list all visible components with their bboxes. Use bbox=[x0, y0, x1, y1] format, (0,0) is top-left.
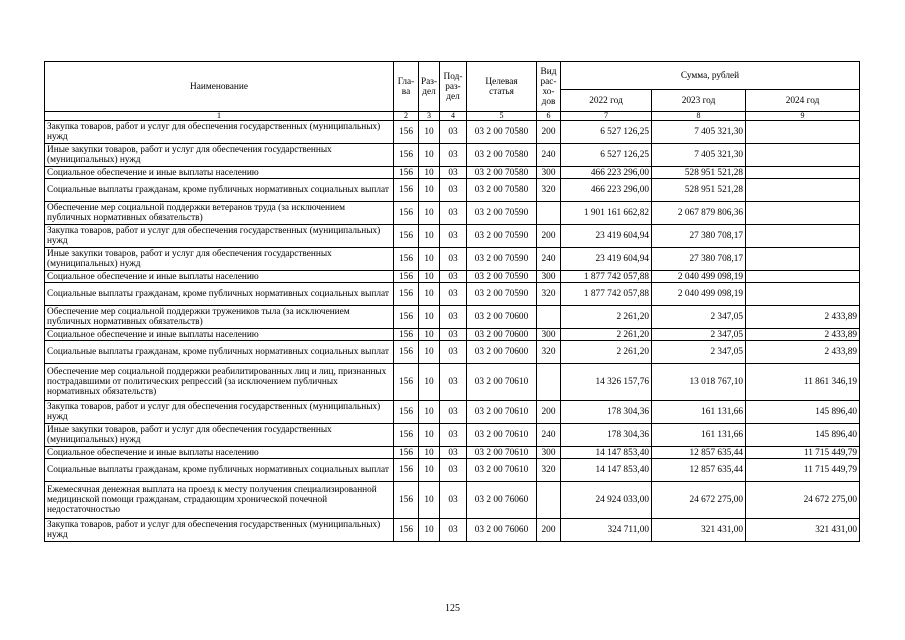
row-vid: 200 bbox=[537, 121, 561, 144]
row-razdel: 10 bbox=[419, 167, 440, 179]
row-amount-2022: 23 419 604,94 bbox=[561, 225, 652, 248]
row-name: Социальное обеспечение и иные выплаты населению bbox=[45, 167, 394, 179]
row-target: 03 2 00 70590 bbox=[467, 271, 537, 283]
table-row bbox=[45, 306, 860, 329]
column-number: 5 bbox=[467, 112, 537, 121]
row-glava: 156 bbox=[394, 202, 419, 225]
row-name: Закупка товаров, работ и услуг для обеспечения государственных (муниципальных) нужд bbox=[45, 401, 394, 424]
row-amount-2024: 321 431,00 bbox=[746, 519, 860, 542]
row-razdel: 10 bbox=[419, 202, 440, 225]
row-amount-2022: 2 261,20 bbox=[561, 329, 652, 341]
table-row bbox=[45, 248, 860, 271]
row-amount-2024 bbox=[746, 144, 860, 167]
row-amount-2022: 1 901 161 662,82 bbox=[561, 202, 652, 225]
column-number: 8 bbox=[652, 112, 746, 121]
row-glava: 156 bbox=[394, 341, 419, 364]
row-glava: 156 bbox=[394, 167, 419, 179]
row-amount-2023: 528 951 521,28 bbox=[652, 179, 746, 202]
row-amount-2024: 24 672 275,00 bbox=[746, 482, 860, 519]
header-year-2022: 2022 год bbox=[561, 90, 652, 112]
row-glava: 156 bbox=[394, 144, 419, 167]
row-glava: 156 bbox=[394, 179, 419, 202]
row-glava: 156 bbox=[394, 248, 419, 271]
header-year-2024: 2024 год bbox=[746, 90, 860, 112]
row-glava: 156 bbox=[394, 329, 419, 341]
row-target: 03 2 00 70580 bbox=[467, 144, 537, 167]
row-podrazdel: 03 bbox=[440, 167, 467, 179]
row-razdel: 10 bbox=[419, 248, 440, 271]
header-podrazdel: Под- раз- дел bbox=[440, 62, 467, 112]
row-amount-2024: 145 896,40 bbox=[746, 401, 860, 424]
column-number: 4 bbox=[440, 112, 467, 121]
row-amount-2023: 12 857 635,44 bbox=[652, 459, 746, 482]
row-amount-2024 bbox=[746, 179, 860, 202]
row-podrazdel: 03 bbox=[440, 225, 467, 248]
table-row bbox=[45, 283, 860, 306]
table-row bbox=[45, 121, 860, 144]
row-amount-2022: 2 261,20 bbox=[561, 306, 652, 329]
row-razdel: 10 bbox=[419, 225, 440, 248]
row-amount-2023: 161 131,66 bbox=[652, 424, 746, 447]
row-amount-2022: 178 304,36 bbox=[561, 401, 652, 424]
row-name: Иные закупки товаров, работ и услуг для обеспечения государственных (муниципальных) нужд bbox=[45, 144, 394, 167]
row-amount-2022: 6 527 126,25 bbox=[561, 121, 652, 144]
row-name: Социальное обеспечение и иные выплаты населению bbox=[45, 447, 394, 459]
row-amount-2022: 466 223 296,00 bbox=[561, 179, 652, 202]
row-glava: 156 bbox=[394, 306, 419, 329]
header-glava: Гла- ва bbox=[394, 62, 419, 112]
row-amount-2023: 27 380 708,17 bbox=[652, 225, 746, 248]
table-row bbox=[45, 519, 860, 542]
row-amount-2024: 11 715 449,79 bbox=[746, 459, 860, 482]
row-amount-2024 bbox=[746, 271, 860, 283]
table-row bbox=[45, 341, 860, 364]
header-vid: Вид рас- хо- дов bbox=[537, 62, 561, 112]
table-row bbox=[45, 144, 860, 167]
row-name: Закупка товаров, работ и услуг для обеспечения государственных (муниципальных) нужд bbox=[45, 225, 394, 248]
row-glava: 156 bbox=[394, 271, 419, 283]
budget-table bbox=[44, 61, 860, 542]
row-glava: 156 bbox=[394, 283, 419, 306]
row-name: Социальные выплаты гражданам, кроме публичных нормативных социальных выплат bbox=[45, 459, 394, 482]
row-amount-2023: 2 347,05 bbox=[652, 329, 746, 341]
row-name: Иные закупки товаров, работ и услуг для обеспечения государственных (муниципальных) нужд bbox=[45, 424, 394, 447]
header-razdel: Раз- дел bbox=[419, 62, 440, 112]
header-year-2023: 2023 год bbox=[652, 90, 746, 112]
row-name: Закупка товаров, работ и услуг для обеспечения государственных (муниципальных) нужд bbox=[45, 121, 394, 144]
row-amount-2024 bbox=[746, 283, 860, 306]
row-name: Социальные выплаты гражданам, кроме публичных нормативных социальных выплат bbox=[45, 283, 394, 306]
row-amount-2024 bbox=[746, 167, 860, 179]
header-sum: Сумма, рублей bbox=[561, 62, 860, 90]
row-target: 03 2 00 70590 bbox=[467, 283, 537, 306]
row-podrazdel: 03 bbox=[440, 329, 467, 341]
row-vid: 240 bbox=[537, 144, 561, 167]
row-glava: 156 bbox=[394, 424, 419, 447]
row-razdel: 10 bbox=[419, 447, 440, 459]
row-vid: 320 bbox=[537, 341, 561, 364]
table-row bbox=[45, 202, 860, 225]
table-row bbox=[45, 329, 860, 341]
row-vid: 320 bbox=[537, 459, 561, 482]
row-amount-2022: 2 261,20 bbox=[561, 341, 652, 364]
table-row bbox=[45, 225, 860, 248]
row-vid bbox=[537, 306, 561, 329]
row-target: 03 2 00 70600 bbox=[467, 341, 537, 364]
row-razdel: 10 bbox=[419, 341, 440, 364]
row-target: 03 2 00 76060 bbox=[467, 519, 537, 542]
row-amount-2022: 466 223 296,00 bbox=[561, 167, 652, 179]
row-glava: 156 bbox=[394, 401, 419, 424]
row-amount-2022: 1 877 742 057,88 bbox=[561, 271, 652, 283]
row-vid bbox=[537, 482, 561, 519]
row-amount-2022: 14 147 853,40 bbox=[561, 447, 652, 459]
row-vid: 200 bbox=[537, 401, 561, 424]
row-amount-2023: 2 347,05 bbox=[652, 341, 746, 364]
row-target: 03 2 00 70600 bbox=[467, 306, 537, 329]
row-vid: 300 bbox=[537, 271, 561, 283]
row-name: Социальные выплаты гражданам, кроме публичных нормативных социальных выплат bbox=[45, 179, 394, 202]
table-row bbox=[45, 424, 860, 447]
row-amount-2023: 161 131,66 bbox=[652, 401, 746, 424]
row-name: Обеспечение мер социальной поддержки реабилитированных лиц и лиц, признанных пострадавшими от политических репрессий (за исключением публичных нормативных обязательств) bbox=[45, 364, 394, 401]
page-number: 125 bbox=[445, 603, 460, 614]
row-vid: 240 bbox=[537, 248, 561, 271]
column-number: 1 bbox=[45, 112, 394, 121]
row-target: 03 2 00 70610 bbox=[467, 364, 537, 401]
row-amount-2024: 2 433,89 bbox=[746, 341, 860, 364]
row-amount-2023: 528 951 521,28 bbox=[652, 167, 746, 179]
row-podrazdel: 03 bbox=[440, 424, 467, 447]
row-podrazdel: 03 bbox=[440, 248, 467, 271]
row-razdel: 10 bbox=[419, 306, 440, 329]
row-amount-2024 bbox=[746, 202, 860, 225]
row-amount-2024: 11 715 449,79 bbox=[746, 447, 860, 459]
row-razdel: 10 bbox=[419, 401, 440, 424]
row-name: Социальное обеспечение и иные выплаты населению bbox=[45, 271, 394, 283]
row-amount-2023: 7 405 321,30 bbox=[652, 121, 746, 144]
row-target: 03 2 00 70600 bbox=[467, 329, 537, 341]
row-vid: 300 bbox=[537, 329, 561, 341]
row-amount-2024: 2 433,89 bbox=[746, 329, 860, 341]
row-name: Закупка товаров, работ и услуг для обеспечения государственных (муниципальных) нужд bbox=[45, 519, 394, 542]
row-name: Обеспечение мер социальной поддержки тружеников тыла (за исключением публичных нормативных обязательств) bbox=[45, 306, 394, 329]
row-podrazdel: 03 bbox=[440, 401, 467, 424]
row-amount-2022: 14 326 157,76 bbox=[561, 364, 652, 401]
row-podrazdel: 03 bbox=[440, 306, 467, 329]
row-amount-2022: 178 304,36 bbox=[561, 424, 652, 447]
row-podrazdel: 03 bbox=[440, 447, 467, 459]
row-podrazdel: 03 bbox=[440, 202, 467, 225]
row-target: 03 2 00 70580 bbox=[467, 121, 537, 144]
row-amount-2023: 24 672 275,00 bbox=[652, 482, 746, 519]
row-name: Социальное обеспечение и иные выплаты населению bbox=[45, 329, 394, 341]
row-glava: 156 bbox=[394, 364, 419, 401]
table-row bbox=[45, 459, 860, 482]
row-glava: 156 bbox=[394, 121, 419, 144]
table-body bbox=[45, 121, 860, 542]
row-amount-2024 bbox=[746, 225, 860, 248]
row-amount-2023: 12 857 635,44 bbox=[652, 447, 746, 459]
row-amount-2023: 13 018 767,10 bbox=[652, 364, 746, 401]
row-target: 03 2 00 70610 bbox=[467, 424, 537, 447]
column-number: 9 bbox=[746, 112, 860, 121]
row-vid: 200 bbox=[537, 225, 561, 248]
table-row bbox=[45, 401, 860, 424]
column-number: 7 bbox=[561, 112, 652, 121]
row-target: 03 2 00 70590 bbox=[467, 225, 537, 248]
row-amount-2023: 27 380 708,17 bbox=[652, 248, 746, 271]
row-podrazdel: 03 bbox=[440, 121, 467, 144]
table-row bbox=[45, 364, 860, 401]
row-razdel: 10 bbox=[419, 424, 440, 447]
row-target: 03 2 00 70590 bbox=[467, 202, 537, 225]
column-number: 6 bbox=[537, 112, 561, 121]
table-row bbox=[45, 447, 860, 459]
row-vid: 240 bbox=[537, 424, 561, 447]
row-podrazdel: 03 bbox=[440, 482, 467, 519]
row-target: 03 2 00 70610 bbox=[467, 447, 537, 459]
row-amount-2022: 14 147 853,40 bbox=[561, 459, 652, 482]
row-razdel: 10 bbox=[419, 271, 440, 283]
row-glava: 156 bbox=[394, 519, 419, 542]
row-name: Ежемесячная денежная выплата на проезд к месту получения специализированной медицинской помощи гражданам, страдающим хронической почечной недостаточностью bbox=[45, 482, 394, 519]
row-amount-2024 bbox=[746, 121, 860, 144]
row-amount-2022: 6 527 126,25 bbox=[561, 144, 652, 167]
row-podrazdel: 03 bbox=[440, 364, 467, 401]
row-target: 03 2 00 76060 bbox=[467, 482, 537, 519]
row-razdel: 10 bbox=[419, 482, 440, 519]
row-target: 03 2 00 70590 bbox=[467, 248, 537, 271]
row-amount-2023: 2 040 499 098,19 bbox=[652, 271, 746, 283]
row-glava: 156 bbox=[394, 459, 419, 482]
row-vid: 200 bbox=[537, 519, 561, 542]
row-amount-2023: 7 405 321,30 bbox=[652, 144, 746, 167]
row-podrazdel: 03 bbox=[440, 341, 467, 364]
row-glava: 156 bbox=[394, 482, 419, 519]
row-razdel: 10 bbox=[419, 144, 440, 167]
row-name: Иные закупки товаров, работ и услуг для обеспечения государственных (муниципальных) нужд bbox=[45, 248, 394, 271]
row-name: Социальные выплаты гражданам, кроме публичных нормативных социальных выплат bbox=[45, 341, 394, 364]
row-razdel: 10 bbox=[419, 459, 440, 482]
table-row bbox=[45, 482, 860, 519]
row-glava: 156 bbox=[394, 225, 419, 248]
row-podrazdel: 03 bbox=[440, 271, 467, 283]
row-razdel: 10 bbox=[419, 121, 440, 144]
table-row bbox=[45, 179, 860, 202]
row-razdel: 10 bbox=[419, 329, 440, 341]
row-amount-2024 bbox=[746, 248, 860, 271]
row-target: 03 2 00 70610 bbox=[467, 401, 537, 424]
row-amount-2024: 11 861 346,19 bbox=[746, 364, 860, 401]
row-amount-2023: 321 431,00 bbox=[652, 519, 746, 542]
row-vid: 320 bbox=[537, 179, 561, 202]
row-target: 03 2 00 70580 bbox=[467, 167, 537, 179]
row-target: 03 2 00 70610 bbox=[467, 459, 537, 482]
row-vid bbox=[537, 364, 561, 401]
row-vid: 300 bbox=[537, 447, 561, 459]
row-podrazdel: 03 bbox=[440, 179, 467, 202]
row-vid: 320 bbox=[537, 283, 561, 306]
row-amount-2024: 145 896,40 bbox=[746, 424, 860, 447]
row-amount-2022: 324 711,00 bbox=[561, 519, 652, 542]
row-podrazdel: 03 bbox=[440, 144, 467, 167]
row-podrazdel: 03 bbox=[440, 519, 467, 542]
row-amount-2023: 2 040 499 098,19 bbox=[652, 283, 746, 306]
row-podrazdel: 03 bbox=[440, 459, 467, 482]
row-amount-2022: 24 924 033,00 bbox=[561, 482, 652, 519]
row-amount-2024: 2 433,89 bbox=[746, 306, 860, 329]
column-number: 2 bbox=[394, 112, 419, 121]
row-razdel: 10 bbox=[419, 519, 440, 542]
row-razdel: 10 bbox=[419, 364, 440, 401]
header-name: Наименование bbox=[45, 62, 394, 112]
row-vid bbox=[537, 202, 561, 225]
row-name: Обеспечение мер социальной поддержки ветеранов труда (за исключением публичных нормативных обязательств) bbox=[45, 202, 394, 225]
row-amount-2022: 23 419 604,94 bbox=[561, 248, 652, 271]
row-amount-2022: 1 877 742 057,88 bbox=[561, 283, 652, 306]
row-amount-2023: 2 067 879 806,36 bbox=[652, 202, 746, 225]
row-glava: 156 bbox=[394, 447, 419, 459]
header-target: Целевая статья bbox=[467, 62, 537, 112]
row-vid: 300 bbox=[537, 167, 561, 179]
table-row bbox=[45, 271, 860, 283]
row-razdel: 10 bbox=[419, 179, 440, 202]
row-target: 03 2 00 70580 bbox=[467, 179, 537, 202]
row-podrazdel: 03 bbox=[440, 283, 467, 306]
column-number: 3 bbox=[419, 112, 440, 121]
column-number-row bbox=[45, 112, 860, 121]
row-amount-2023: 2 347,05 bbox=[652, 306, 746, 329]
table-row bbox=[45, 167, 860, 179]
row-razdel: 10 bbox=[419, 283, 440, 306]
